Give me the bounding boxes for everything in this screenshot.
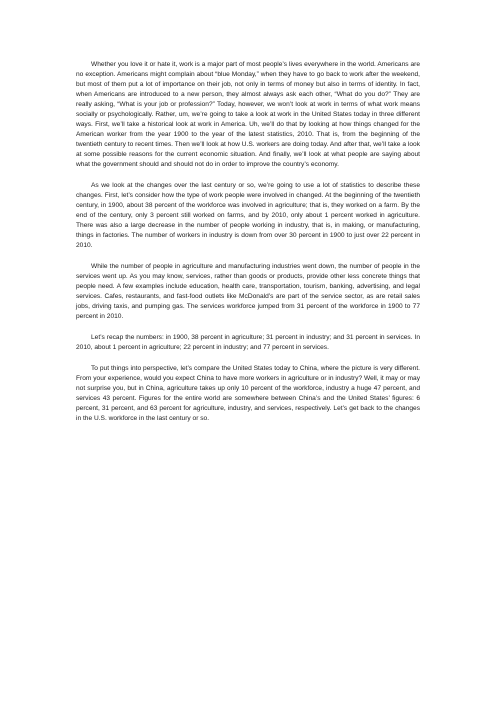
document-page bbox=[76, 60, 420, 435]
paragraph-statistics: As we look at the changes over the last century or so, we’re going to use a lot of statistics to describe these changes. First, let’s consider how the type of work people were involved in changed. At the beginning of the twentieth century, in 1900, about 38 percent of the workforce was involved in agriculture; that is, they worked on a farm. By the end of the century, only 3 percent still worked on farms, and by 2010, only about 1 percent worked in agriculture. There was also a large decrease in the number of people working in industry, that is, in making, or manufacturing, things in factories. The number of workers in industry is down from over 30 percent in 1900 to just over 22 percent in 2010. bbox=[76, 182, 420, 249]
paragraph-recap: Let’s recap the numbers: in 1900, 38 percent in agriculture; 31 percent in industry; and 31 percent in services. In 2010, about 1 percent in agriculture; 22 percent in industry; and 77 percent in services. bbox=[76, 334, 420, 351]
paragraph-services: While the number of people in agriculture and manufacturing industries went down, the number of people in the services went up. As you may know, services, rather than goods or products, provide other less concrete things that people need. A few examples include education, health care, transportation, tourism, banking, advertising, and legal services. Cafes, restaurants, and fast-food outlets like McDonald’s are part of the service sector, as are retail sales jobs, driving taxis, and pumping gas. The services workforce jumped from 31 percent of the workforce in 1900 to 77 percent in 2010. bbox=[76, 263, 420, 320]
paragraph-china: To put things into perspective, let’s compare the United States today to China, where the picture is very different. From your experience, would you expect China to have more workers in agriculture or in industry? Well, it may or may not surprise you, but in China, agriculture takes up only 10 percent of the workforce, industry a huge 47 percent, and services 43 percent. Figures for the entire world are somewhere between China’s and the United States’ figures: 6 percent, 31 percent, and 63 percent for agriculture, industry, and services, respectively. Let’s get back to the changes in the U.S. workforce in the last century or so. bbox=[76, 365, 420, 422]
paragraph-intro: Whether you love it or hate it, work is a major part of most people’s lives everywhere in the world. Americans are no exception. Americans might complain about “blue Monday,” when they have to go back to work after the weekend, but most of them put a lot of importance on their job, not only in terms of money but also in terms of identity. In fact, when Americans are introduced to a new person, they almost always ask each other, “What do you do?” They are really asking, “What is your job or profession?” Today, however, we won’t look at work in terms of what work means socially or psychologically. Rather, um, we’re going to take a look at work in the United States today in three different ways. First, we’ll take a historical look at work in America. Uh, we’ll do that by looking at how things changed for the American worker from the year 1900 to the year of the latest statistics, 2010. That is, from the beginning of the twentieth century to recent times. Then we’ll look at how U.S. workers are doing today. And after that, we’ll take a look at some possible reasons for the current economic situation. And finally, we’ll look at what people are saying about what the government should and should not do in order to improve the country’s economy. bbox=[76, 61, 420, 168]
